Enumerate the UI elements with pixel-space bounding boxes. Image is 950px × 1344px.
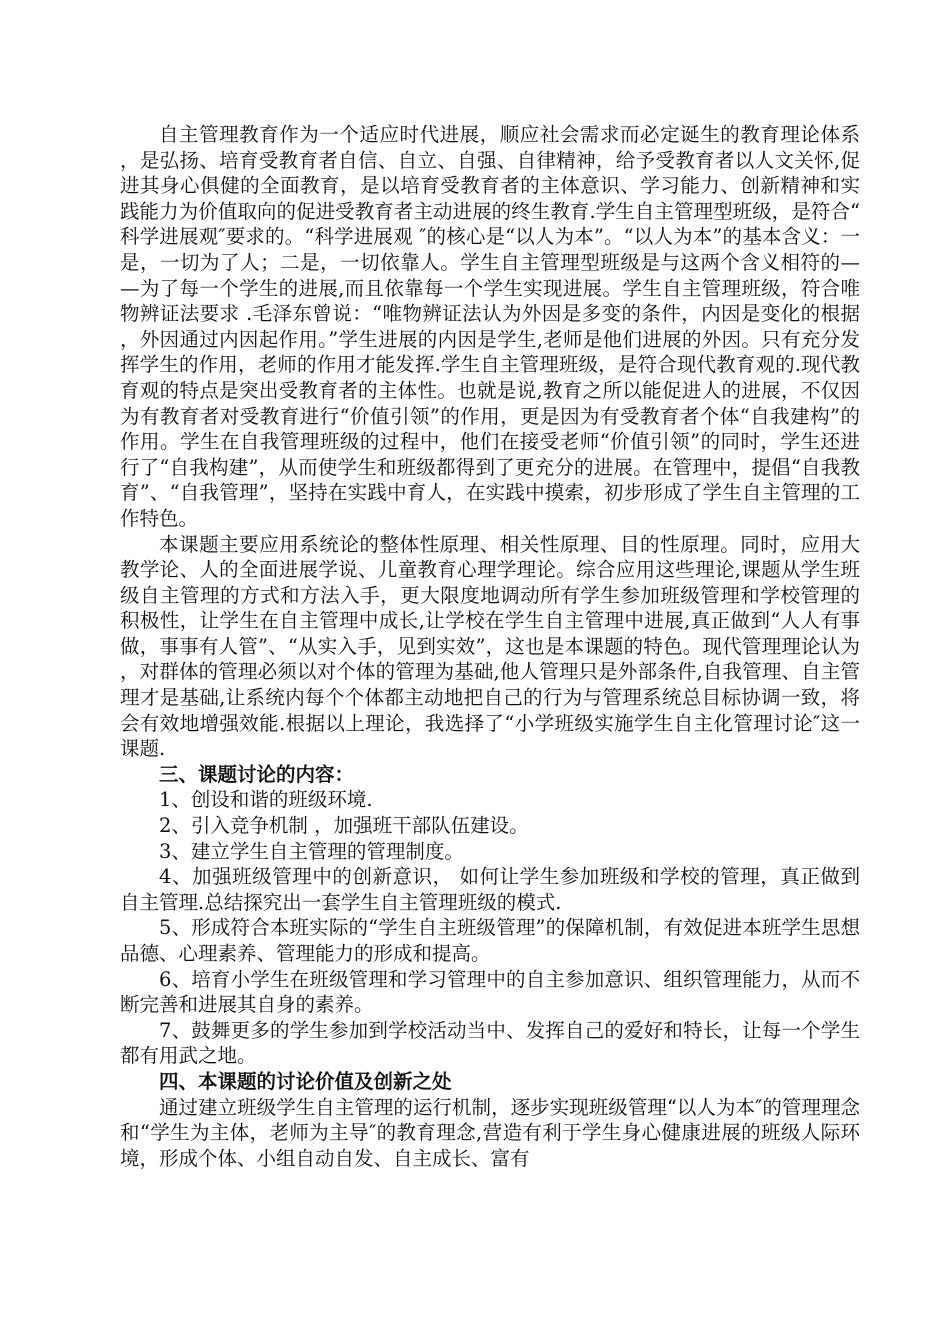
list-item: 7、鼓舞更多的学生参加到学校活动当中、发挥自己的爱好和特长，让每一个学生都有用武之地。 (120, 1018, 860, 1068)
list-item: 1、创设和谐的班级环境. (159, 788, 373, 812)
document-body (120, 122, 860, 1171)
section-heading-value: 四、本课题的讨论价值及创新之处 (159, 1069, 452, 1093)
list-item: 3、建立学生自主管理的管理制度。 (159, 839, 464, 863)
paragraph-value: 通过建立班级学生自主管理的运行机制，逐步实现班级管理“以人为本″的管理理念和“学生为主体，老师为主导″的教育理念,营造有利于学生身心健康进展的班级人际环境，形成个体、小组自动自发、自主成长、富有 (120, 1095, 860, 1170)
list-item: 4、加强班级管理中的创新意识， 如何让学生参加班级和学校的管理，真正做到自主管理.总结探究出一套学生自主管理班级的模式. (120, 865, 860, 914)
list-item: 5、形成符合本班实际的“学生自主班级管理”的保障机制，有效促进本班学生思想品德、心理素养、管理能力的形成和提高。 (120, 916, 860, 965)
paragraph-theory: 本课题主要应用系统论的整体性原理、相关性原理、目的性原理。同时，应用大教学论、人的全面进展学说、儿童教育心理学理论。综合应用这些理论,课题从学生班级自主管理的方式和方法入手，更大限度地调动所有学生参加班级管理和学校管理的积极性，让学生在自主管理中成长,让学校在学生自主管理中进展,真正做到“人人有事做，事事有人管”、“从实入手，见到实效”，这也是本课题的特色。现代管理理论认为，对群体的管理必须以对个体的管理为基础,他人管理只是外部条件,自我管理、自主管理才是基础,让系统内每个个体都主动地把自己的行为与管理系统总目标协调一致，将会有效地增强效能.根据以上理论，我选择了“小学班级实施学生自主化管理讨论″这一课题. (120, 532, 860, 761)
list-item: 2、引入竞争机制 ，加强班干部队伍建设。 (159, 814, 529, 838)
list-item: 6、培育小学生在班级管理和学习管理中的自主参加意识、组织管理能力，从而不断完善和进展其自身的素养。 (120, 967, 860, 1017)
section-heading-content: 三、课题讨论的内容： (159, 762, 355, 786)
paragraph-intro: 自主管理教育作为一个适应时代进展，顺应社会需求而必定诞生的教育理论体系，是弘扬、培育受教育者自信、自立、自强、自律精神，给予受教育者以人文关怀,促进其身心俱健的全面教育，是以培育受教育者的主体意识、学习能力、创新精神和实践能力为价值取向的促进受教育者主动进展的终生教育.学生自主管理型班级，是符合“科学进展观″要求的。“科学进展观 ″的核心是“以人为本”。“以人为本”的基本含义：一是，一切为了人；二是，一切依靠人。学生自主管理型班级是与这两个含义相符的——为了每一个学生的进展,而且依靠每一个学生实现进展。学生自主管理班级，符合唯物辨证法要求 .毛泽东曾说：“唯物辨证法认为外因是多变的条件，内因是变化的根据，外因通过内因起作用。”学生进展的内因是学生,老师是他们进展的外因。只有充分发挥学生的作用，老师的作用才能发挥.学生自主管理班级，是符合现代教育观的.现代教育观的特点是突出受教育者的主体性。也就是说,教育之所以能促进人的进展，不仅因为有教育者对受教育进行“价值引领”的作用，更是因为有受教育者个体“自我建构”的作用。学生在自我管理班级的过程中，他们在接受老师“价值引领”的同时，学生还进行了“自我构建”，从而使学生和班级都得到了更充分的进展。在管理中，提倡“自我教育”、“自我管理”，坚持在实践中育人，在实践中摸索，初步形成了学生自主管理的工作特色。 (120, 123, 860, 530)
